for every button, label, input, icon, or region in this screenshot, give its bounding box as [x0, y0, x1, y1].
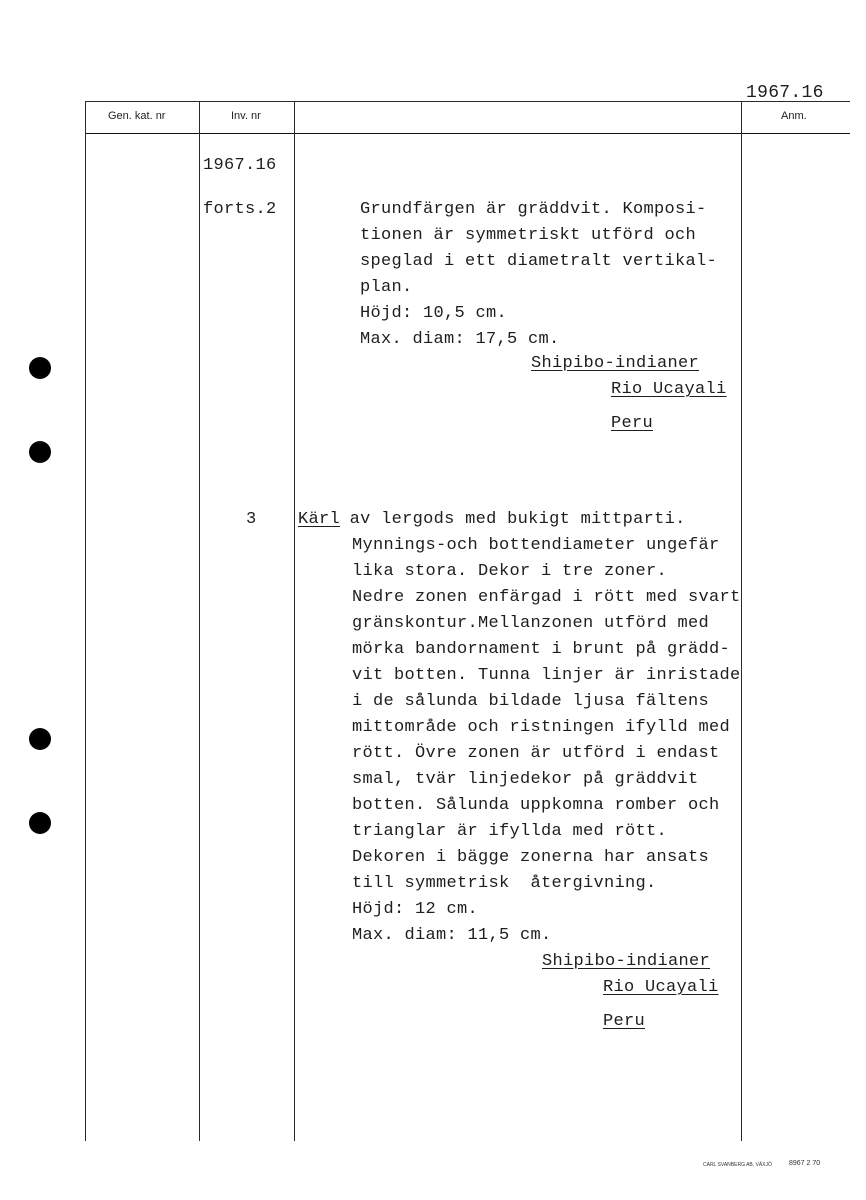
inventory-number: 1967.16	[203, 156, 277, 175]
text-line: mörka bandornament i brunt på grädd-	[352, 640, 731, 659]
column-header-gen-kat: Gen. kat. nr	[108, 110, 166, 122]
entry2-first-line	[298, 507, 686, 533]
text-line: Mynnings-och bottendiameter ungefär	[352, 536, 720, 555]
text-line: Max. diam: 17,5 cm.	[360, 330, 560, 349]
punch-hole	[29, 812, 51, 834]
text-line: till symmetrisk återgivning.	[352, 874, 657, 893]
column-header-inv: Inv. nr	[231, 110, 261, 122]
text-line: trianglar är ifyllda med rött.	[352, 822, 668, 841]
text-line: gränskontur.Mellanzonen utförd med	[352, 614, 710, 633]
punch-hole	[29, 357, 51, 379]
text-line: i de sålunda bildade ljusa fältens	[352, 692, 710, 711]
text-line: speglad i ett diametralt vertikal-	[360, 252, 718, 271]
text-line: plan.	[360, 278, 413, 297]
object-word: Kärl	[298, 510, 341, 529]
form-code: 8967 2 70	[789, 1160, 821, 1167]
text-line: av lergods med bukigt mittparti.	[349, 510, 686, 529]
punch-hole	[29, 441, 51, 463]
punch-hole	[29, 728, 51, 750]
entry1-description	[360, 197, 717, 353]
printer-imprint: CARL SVANBERG AB, VÄXJÖ	[703, 1162, 772, 1168]
text-line: botten. Sålunda uppkomna romber och	[352, 796, 720, 815]
text-line: Höjd: 10,5 cm.	[360, 304, 508, 323]
item-number: 3	[246, 510, 257, 529]
provenance-region: Rio Ucayali	[611, 380, 727, 399]
text-line: Nedre zonen enfärgad i rött med svart	[352, 588, 741, 607]
provenance-people: Shipibo-indianer	[542, 952, 711, 971]
text-line: Höjd: 12 cm.	[352, 900, 479, 919]
column-rule	[85, 101, 86, 1141]
text-line: Max. diam: 11,5 cm.	[352, 926, 552, 945]
column-header-anm: Anm.	[781, 110, 807, 122]
column-rule	[199, 101, 200, 1141]
provenance-people: Shipibo-indianer	[531, 354, 700, 373]
column-rule	[294, 101, 295, 1141]
text-line: Dekoren i bägge zonerna har ansats	[352, 848, 710, 867]
provenance-country: Peru	[603, 1012, 646, 1031]
column-rule	[741, 101, 742, 1141]
entry2-description	[352, 533, 741, 949]
text-line: smal, tvär linjedekor på gräddvit	[352, 770, 699, 789]
text-line: tionen är symmetriskt utförd och	[360, 226, 697, 245]
provenance-region: Rio Ucayali	[603, 978, 719, 997]
text-line: lika stora. Dekor i tre zoner.	[352, 562, 668, 581]
text-line: rött. Övre zonen är utförd i endast	[352, 744, 720, 763]
provenance-country: Peru	[611, 414, 654, 433]
continuation-label: forts.2	[203, 200, 277, 219]
catalog-number: 1967.16	[746, 83, 824, 103]
text-line: Grundfärgen är gräddvit. Komposi-	[360, 200, 707, 219]
text-line: mittområde och ristningen ifylld med	[352, 718, 731, 737]
text-line: vit botten. Tunna linjer är inristade	[352, 666, 741, 685]
